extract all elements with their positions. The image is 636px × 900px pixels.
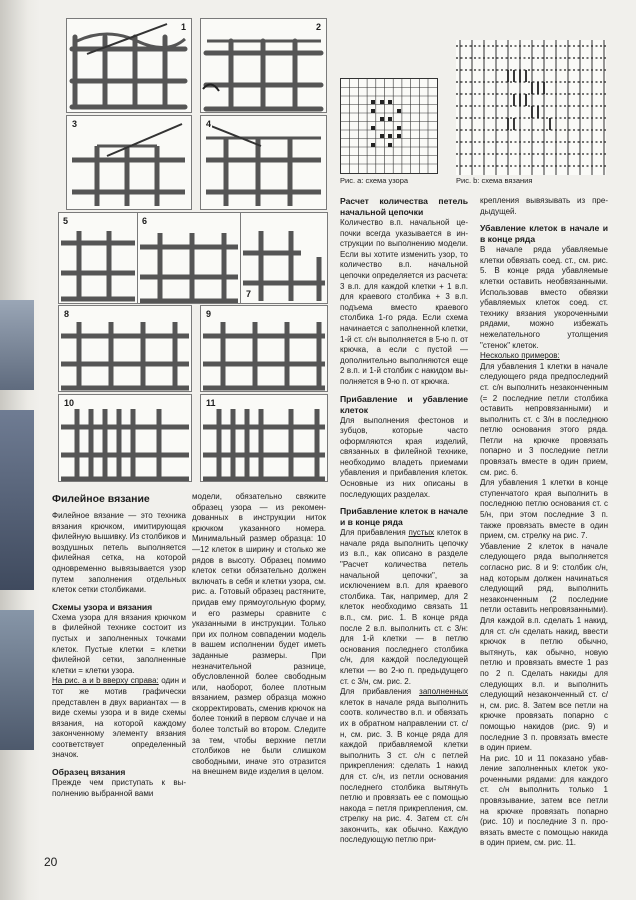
paragraph: Филейное вязание — это техника вязания крючком, имитирующая филейную вышивку. Из столбиков и воздушных петель выполняется филейная сетка, на которой одновременно вывязывается узор путем заполнения отдельных клеток сетки столбиками. [52, 511, 186, 595]
figure-reference: На рис. а и b вверху справа: [52, 676, 159, 686]
paragraph: модели, обязательно свяжите образец узора — из рекомендованных в инструкции ниток крючком указанного номера. Минимальный размер образца: 10—12 клеток в ширину и столько же рядов в высоту. Образец помимо клеток сетки обязательно должен включать в себя и клетки узора, см. рис. а. Готовый образец растяните, придав ему прямоугольную форму, и его размеры сравните с указанными в инструкции. Только при их полном совпадении модель в вашем исполнении будет иметь заданные размеры. При незначительной разнице, обусловленной более свободным или, наоборот, более плотным вязанием, размер образца можно скорректировать, сменив крючок на более тонкий в первом случае и на более толстый во втором. Следите за тем, чтобы верхние петли столбиков не были слишком свободными, иначе это отразится на внешнем виде изделия в целом. [192, 492, 326, 777]
paragraph: Количество в.п. начальной цепочки всегда указывается в инструкции по выполнению модели. Если вы хотите изменить узор, то количество в.п. начальной цепочки определяется из расчета: 3 в.п. для каждой клетки + 1 в.п. для краевого столбика + 3 в.п. подъема вместо краевого столбика 1-го ряда. Если схема начинается с заполненной клетки, 1-й ст. с/н выполняется в 5-ю п. от крючка, а если с пустой — дополнительно выполняются еще 2 в.п. и 1-й столбик с накидом выполняется в 9-ю п. от крючка. [340, 218, 468, 386]
paragraph: Для убавления 1 клетки в начале следующего ряда предпоследний ст. с/н выполнить незаконченным (= 2 последние петли столбика оставить непровязанными) и выполнить ст. с 3/н в последнюю петлю основания этого ряда. Петли на крючке провязать попарно и 3 последние петли провязать вместе в один прием, см. рис. 6. [480, 361, 608, 477]
paragraph: Схема узора для вязания крючком в филейной технике состоит из пустых и заполненных точками клеток. Пустые клетки = клетки филейной сетки, заполненные клетки = клетки узора. [52, 612, 186, 675]
figure-8 [58, 305, 192, 392]
paragraph: Прежде чем приступать к выполнению выбранной вами [52, 778, 186, 798]
figure-4 [200, 115, 327, 210]
figure-number: 3 [72, 119, 78, 129]
section-heading: Убавление клеток в начале и в конце ряда [480, 223, 608, 245]
figure-9 [200, 305, 328, 392]
photo-edge-strip [0, 300, 34, 390]
paragraph: Для убавления 1 клетки в конце ступенчатого края выполнить в последнюю петлю основания ст. с 5/н, при этом последние 3 п. также провязать вместе в один прием, см. стрелку на рис. 7. [480, 478, 608, 541]
paragraph [340, 528, 468, 687]
section-heading: Схемы узора и вязания [52, 601, 153, 612]
text: Для прибавления [340, 687, 420, 697]
pattern-chart-b [456, 40, 606, 175]
paragraph [52, 676, 186, 761]
section-heading: Прибавление клеток в начале и в конце ряда [340, 506, 468, 528]
figure-number: 2 [315, 22, 321, 32]
figure-2 [200, 18, 327, 113]
column-4 [480, 196, 608, 849]
figure-number: 7 [246, 289, 252, 299]
page-number: 20 [44, 855, 58, 869]
figure-number: 1 [180, 22, 186, 32]
pattern-chart-a [340, 78, 438, 174]
paragraph: В начале ряда убавляемые клетки обвязать соед. ст., см. рис. 5. В конце ряда убавляемые клетки оставить необвязанными. Использовав вместо обвязки убавляемых клеток соед. ст. технику вязания укороченными рядами, можно избежать нежелательного утолщения "стенок" клеток. [480, 245, 608, 350]
figure-number: 6 [142, 216, 148, 226]
figure-number: 4 [206, 119, 212, 129]
text: клеток в начале ряда выполнить цепочку из в.п., как описано в разделе "Расчет количества петель начальной цепочки", за исключением в.п. для краевого столбика. Так, например, для 2 клеток необходимо связать 11 в.п., см. рис. 1. В конце ряда после 2 в.п. выполнить ст. с 3/н: для 1-й клетки — в петлю основания последнего столбика с/н, для каждой последующей клетки — во 2-ю п. предыдущего ст. с 3/н, см. рис. 2. [340, 528, 468, 686]
figure-number: 5 [63, 216, 69, 226]
figure-11 [200, 394, 328, 482]
paragraph: На рис. 10 и 11 показано убавление заполненных клеток укороченными рядами: для каждого ст. с/н выполнить только 1 провязывание, затем все петли на крючке провязать попарно (рис. 10) и последние 3 п. провязать вместе с помощью накида в один прием, см. рис. 11. [480, 753, 608, 848]
figure-number: 9 [206, 309, 212, 319]
figure-7 [240, 212, 328, 304]
text: Для прибавления [340, 528, 409, 538]
section-heading: Прибавление и убавление клеток [340, 393, 468, 415]
photo-edge-strip [0, 610, 34, 750]
section-heading: Расчет количества петель начальной цепочки [340, 196, 468, 217]
section-title-filet: Филейное вязание [52, 493, 150, 505]
paragraph [340, 687, 468, 846]
figure-10 [58, 394, 192, 482]
paragraph: Убавление 2 клеток в начале следующего ряда выполняется согласно рис. 8 и 9: столбик с/н, над которым должен начинаться следующий ряд, выполнить незаконченным (2 последние петли оставить непровязанными). Для каждой в.п. сделать 1 накид, для ст. с/н сделать накид, ввести крючок в петлю обычно, вытянуть, как обычно, новую петлю и провязать вместе 1 раз по 2 п. Сделать накиды для следующих в.п. и выполнить следующий незаконченный ст. с/н, см. рис. 8. Затем все петли на крючке провязать попарно с помощью накидов (рис. 9) и последние 3 п. провязать вместе в один прием. [480, 541, 608, 753]
caption-b: Рис. b: схема вязания [456, 176, 533, 185]
paragraph: крепления вывязывать из предыдущей. [480, 196, 608, 216]
paragraph-text: один и тот же мотив графически представлен в двух вариантах — в виде схемы узора и в виде схемы вязания, на которой каждому законченному элементу вязания соответствует определенный значок. [52, 676, 186, 760]
figure-3 [66, 115, 192, 210]
underlined-term: пустых [408, 528, 435, 538]
figure-number: 10 [64, 398, 75, 408]
column-1 [52, 492, 186, 799]
photo-edge-strip [0, 410, 34, 590]
section-heading: Образец вязания [52, 767, 126, 778]
figure-1 [66, 18, 192, 113]
examples-label: Несколько примеров: [480, 351, 560, 361]
underlined-term: заполненных [419, 687, 468, 697]
figure-6 [137, 212, 241, 304]
column-3 [340, 196, 468, 846]
paragraph: Для выполнения фестонов и зубцов, которые часто оформляются края изделий, связанных в филейной технике, необходимо владеть приемами убавления и прибавления клеток. Основные из них описаны в последующих разделах. [340, 415, 468, 499]
figure-number: 11 [206, 398, 216, 408]
column-2 [192, 492, 326, 778]
figure-5 [58, 212, 138, 304]
caption-a: Рис. а: схема узора [340, 176, 409, 185]
text: клеток в начале ряда выполнить соотв. количество в.п. и обвязать их в обратном направлении ст. с/н, см. рис. 3. В конце ряда для каждой прибавляемой клетки выполнить 3 ст. с/н с петлей прикрепления: сделать 1 накид для ст. с/н, из петли основания последнего столбика вытянуть петлю и провязать ее с помощью накода = петля прикрепления, см. стрелку на рис. 4. Затем ст. с/н закончить, как обычно. Каждую последующую петлю при- [340, 697, 468, 845]
figure-number: 8 [64, 309, 70, 319]
